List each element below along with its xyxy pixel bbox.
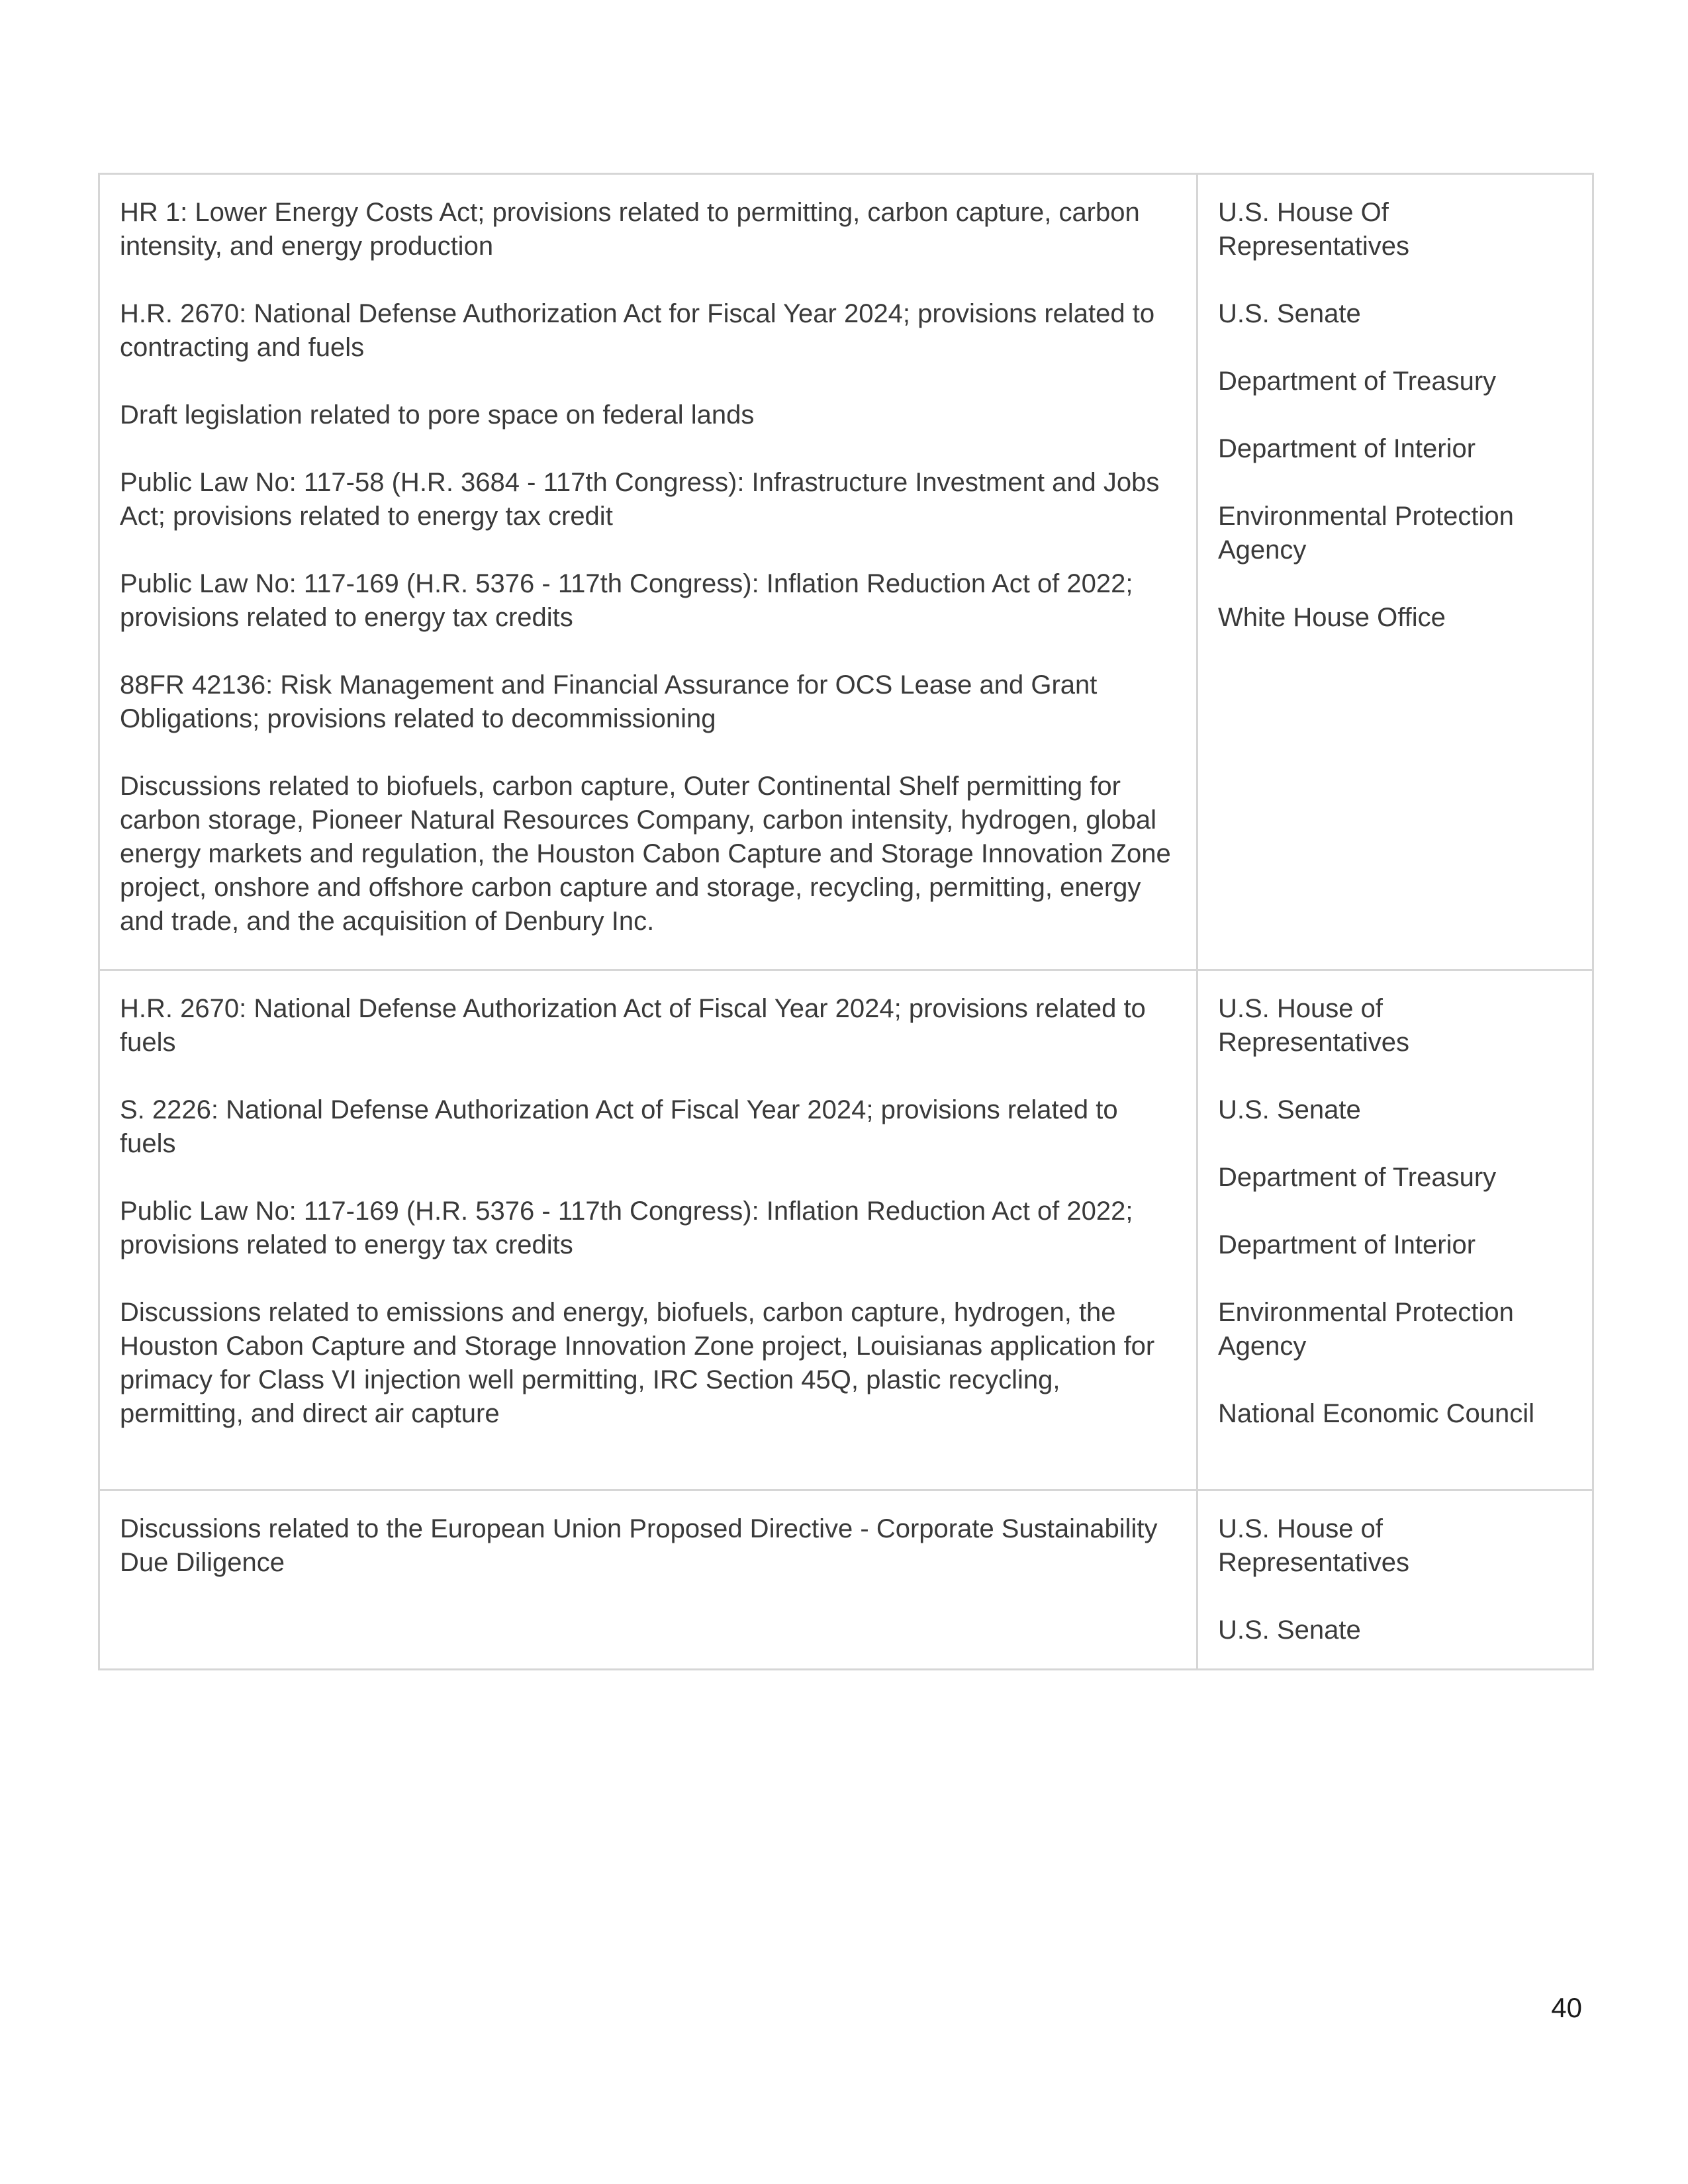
issues-cell xyxy=(99,1490,1197,1670)
entity-entry: Department of Treasury xyxy=(1218,367,1497,396)
issue-entry: H.R. 2670: National Defense Authorization Act for Fiscal Year 2024; provisions related to contracting and fuels xyxy=(120,299,1155,362)
entity-entry: Department of Treasury xyxy=(1218,1163,1497,1192)
entity-entry: U.S. Senate xyxy=(1218,299,1361,328)
table-row xyxy=(99,174,1593,970)
entity-entry: U.S. Senate xyxy=(1218,1615,1361,1645)
entity-entry: U.S. House of Representatives xyxy=(1218,994,1410,1057)
entity-entry: U.S. House Of Representatives xyxy=(1218,198,1410,261)
issue-entry: 88FR 42136: Risk Management and Financial Assurance for OCS Lease and Grant Obligations; provisions related to decommissioning xyxy=(120,670,1098,733)
entity-entry: Department of Interior xyxy=(1218,1230,1476,1259)
page-number: 40 xyxy=(1551,1992,1582,2023)
issue-entry: Discussions related to biofuels, carbon capture, Outer Continental Shelf permitting for carbon storage, Pioneer Natural Resources Company, carbon intensity, hydrogen, global energy markets and regulation, the Houston Cabon Capture and Storage Innovation Zone project, onshore and offshore carbon capture and storage, recycling, permitting, energy and trade, and the acquisition of Denbury Inc. xyxy=(120,772,1171,936)
table-row xyxy=(99,1490,1593,1670)
entity-entry: National Economic Council xyxy=(1218,1399,1535,1428)
issue-entry: S. 2226: National Defense Authorization Act of Fiscal Year 2024; provisions related to fuels xyxy=(120,1095,1118,1158)
entity-entry: U.S. Senate xyxy=(1218,1095,1361,1124)
issues-cell xyxy=(99,970,1197,1490)
issue-entry: HR 1: Lower Energy Costs Act; provisions related to permitting, carbon capture, carbon intensity, and energy production xyxy=(120,198,1140,261)
entities-cell xyxy=(1197,970,1593,1490)
entity-entry: White House Office xyxy=(1218,603,1446,632)
entity-entry: U.S. House of Representatives xyxy=(1218,1514,1410,1577)
issues-cell xyxy=(99,174,1197,970)
entity-entry: Environmental Protection Agency xyxy=(1218,502,1514,565)
issue-entry: Public Law No: 117-169 (H.R. 5376 - 117th Congress): Inflation Reduction Act of 2022; provisions related to energy tax credits xyxy=(120,1197,1133,1259)
table-row xyxy=(99,970,1593,1490)
issue-entry: Public Law No: 117-169 (H.R. 5376 - 117th Congress): Inflation Reduction Act of 2022; provisions related to energy tax credits xyxy=(120,569,1133,632)
entity-entry: Department of Interior xyxy=(1218,434,1476,463)
issue-entry: Discussions related to the European Union Proposed Directive - Corporate Sustainability Due Diligence xyxy=(120,1514,1158,1577)
issue-entry: Draft legislation related to pore space on federal lands xyxy=(120,400,755,430)
issue-entry: Discussions related to emissions and energy, biofuels, carbon capture, hydrogen, the Houston Cabon Capture and Storage Innovation Zone project, Louisianas application for primacy for Class VI injection well permitting, IRC Section 45Q, plastic recycling, permitting, and direct air capture xyxy=(120,1298,1155,1428)
lobbying-issues-table xyxy=(98,173,1594,1670)
issue-entry: H.R. 2670: National Defense Authorization Act of Fiscal Year 2024; provisions related to fuels xyxy=(120,994,1146,1057)
entity-entry: Environmental Protection Agency xyxy=(1218,1298,1514,1361)
entities-cell xyxy=(1197,1490,1593,1670)
issue-entry: Public Law No: 117-58 (H.R. 3684 - 117th Congress): Infrastructure Investment and Jobs Act; provisions related to energy tax credit xyxy=(120,468,1160,531)
entities-cell xyxy=(1197,174,1593,970)
